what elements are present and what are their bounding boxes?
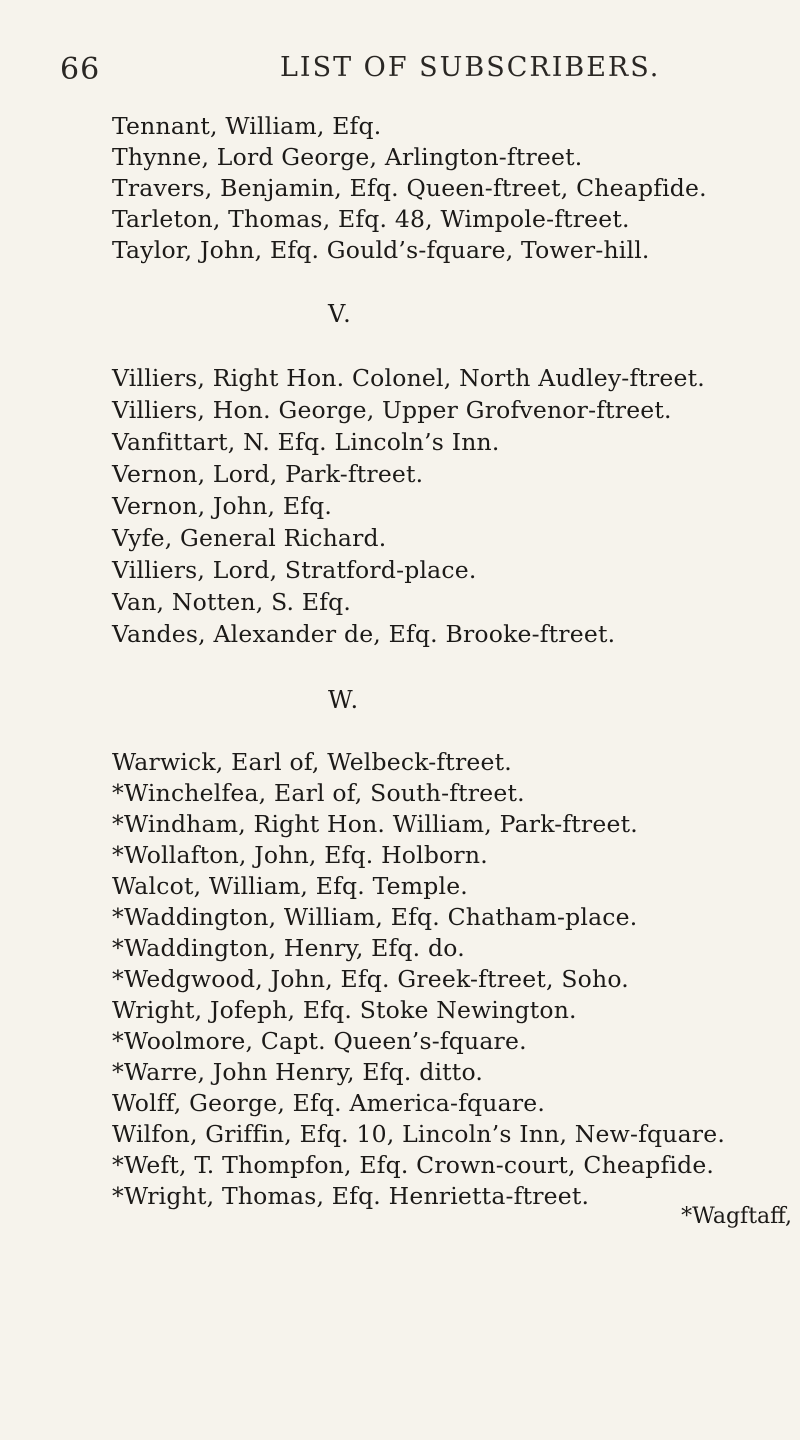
subscriber-entry: Travers, Benjamin, Efq. Queen-ftreet, Cheapfide.	[112, 174, 707, 202]
subscriber-entry: *Wollafton, John, Efq. Holborn.	[112, 841, 488, 869]
subscriber-entry: Villiers, Hon. George, Upper Grofvenor-ftreet.	[112, 396, 672, 424]
subscriber-entry: *Warre, John Henry, Efq. ditto.	[112, 1058, 484, 1086]
subscriber-entry: Vandes, Alexander de, Efq. Brooke-ftreet.	[112, 620, 616, 648]
subscriber-entry: Van, Notten, S. Efq.	[112, 588, 352, 616]
subscriber-entry: Tennant, William, Efq.	[112, 112, 382, 140]
subscriber-entry: Wright, Jofeph, Efq. Stoke Newington.	[112, 996, 577, 1024]
subscriber-entry: Wolff, George, Efq. America-fquare.	[112, 1089, 546, 1117]
subscriber-entry: Vernon, Lord, Park-ftreet.	[112, 460, 424, 488]
subscriber-entry: *Wright, Thomas, Efq. Henrietta-ftreet.	[112, 1182, 590, 1210]
subscriber-entry: *Woolmore, Capt. Queen’s-fquare.	[112, 1027, 527, 1055]
section-heading-v: V.	[328, 300, 353, 328]
subscriber-entry: Tarleton, Thomas, Efq. 48, Wimpole-ftreet.	[112, 205, 630, 233]
subscriber-entry: Vyfe, General Richard.	[112, 524, 387, 552]
subscriber-entry: Thynne, Lord George, Arlington-ftreet.	[112, 143, 583, 171]
catchword: *Wagftaff,	[681, 1204, 792, 1229]
subscriber-entry: Warwick, Earl of, Welbeck-ftreet.	[112, 748, 512, 776]
subscriber-entry: Taylor, John, Efq. Gould’s-fquare, Tower-hill.	[112, 236, 650, 264]
page-number: 66	[60, 52, 101, 87]
subscriber-entry: *Waddington, Henry, Efq. do.	[112, 934, 465, 962]
subscriber-entry: *Waddington, William, Efq. Chatham-place.	[112, 903, 638, 931]
subscriber-entry: *Wedgwood, John, Efq. Greek-ftreet, Soho.	[112, 965, 629, 993]
subscriber-entry: *Weft, T. Thompfon, Efq. Crown-court, Cheapfide.	[112, 1151, 715, 1179]
subscriber-entry: Vernon, John, Efq.	[112, 492, 333, 520]
subscriber-entry: Villiers, Lord, Stratford-place.	[112, 556, 477, 584]
subscriber-entry: Villiers, Right Hon. Colonel, North Audley-ftreet.	[112, 364, 705, 392]
section-heading-w: W.	[328, 686, 361, 714]
subscriber-entry: *Windham, Right Hon. William, Park-ftreet.	[112, 810, 638, 838]
subscriber-entry: *Winchelfea, Earl of, South-ftreet.	[112, 779, 525, 807]
running-head: LIST OF SUBSCRIBERS.	[280, 52, 661, 83]
subscriber-entry: Wilfon, Griffin, Efq. 10, Lincoln’s Inn, New-fquare.	[112, 1120, 726, 1148]
subscriber-entry: Vanfittart, N. Efq. Lincoln’s Inn.	[112, 428, 500, 456]
subscriber-entry: Walcot, William, Efq. Temple.	[112, 872, 468, 900]
